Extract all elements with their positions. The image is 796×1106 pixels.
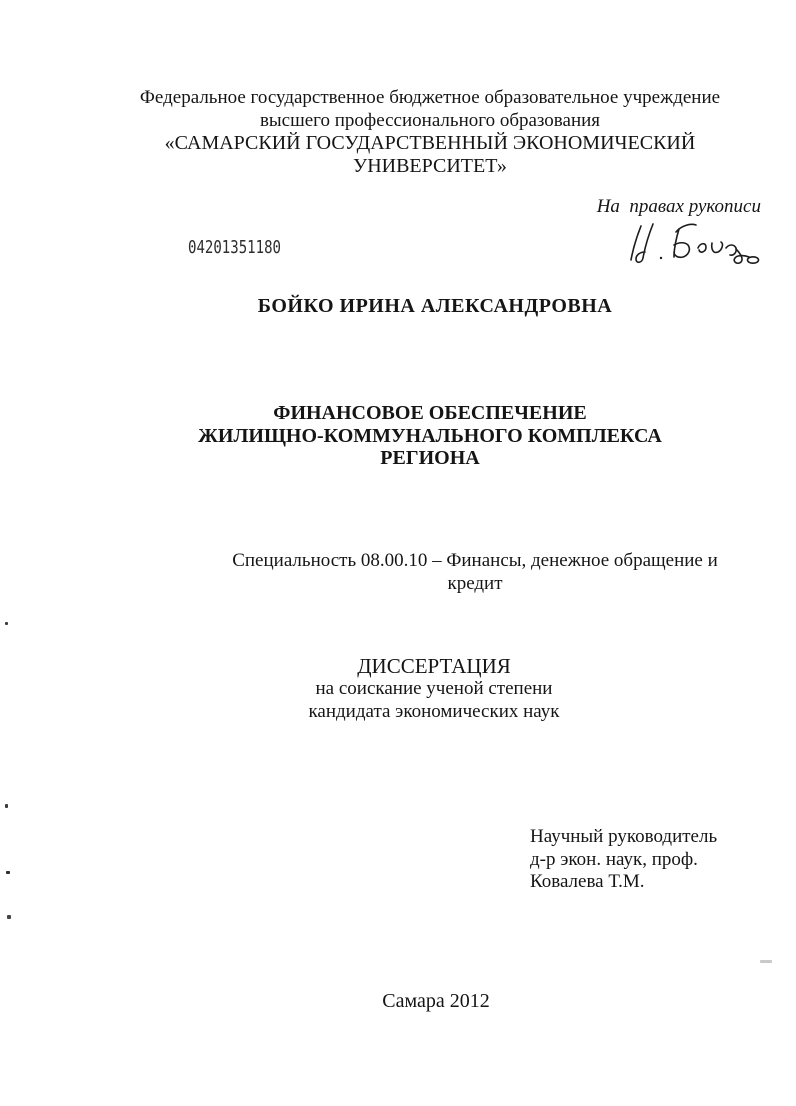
supervisor-name: Ковалева Т.М.: [530, 871, 645, 892]
scan-speck: [7, 915, 11, 919]
specialty-line-1: Специальность 08.00.10 – Финансы, денежное обращение и: [232, 550, 718, 571]
supervisor-block: [530, 826, 750, 894]
registration-number: 04201351180: [188, 237, 281, 258]
thesis-type-block: [104, 654, 764, 723]
supervisor-degree: д-р экон. наук, проф.: [530, 848, 698, 870]
signature-image: [620, 219, 765, 269]
city-year: Самара 2012: [382, 990, 490, 1012]
institution-line-3: «САМАРСКИЙ ГОСУДАРСТВЕННЫЙ ЭКОНОМИЧЕСКИЙ: [164, 132, 696, 154]
title-line-2: ЖИЛИЩНО-КОММУНАЛЬНОГО КОМПЛЕКСА: [198, 424, 662, 447]
scan-speck: [5, 804, 8, 808]
thesis-degree-line-1: на соискание ученой степени: [315, 678, 553, 699]
signature-strokes: [620, 219, 765, 269]
thesis-word: ДИССЕРТАЦИЯ: [357, 654, 511, 678]
title-line-3: РЕГИОНА: [380, 447, 480, 469]
scan-speck: [6, 871, 10, 874]
scan-speck: [5, 622, 8, 625]
specialty-line-2: кредит: [447, 572, 503, 594]
thesis-degree-line-2: кандидата экономических наук: [308, 700, 560, 722]
specialty-block: [145, 550, 796, 595]
institution-line-2: высшего профессионального образования: [259, 110, 601, 131]
manuscript-rights-note: На правах рукописи: [596, 196, 761, 217]
institution-line-4: УНИВЕРСИТЕТ»: [353, 155, 507, 177]
title-line-1: ФИНАНСОВОЕ ОБЕСПЕЧЕНИЕ: [273, 402, 587, 424]
institution-header: [100, 86, 760, 178]
supervisor-role: Научный руководитель: [530, 826, 718, 847]
institution-line-1: Федеральное государственное бюджетное образовательное учреждение: [139, 87, 721, 108]
dissertation-title: [100, 402, 760, 470]
scan-artifact-dash: [760, 960, 772, 963]
author-name: БОЙКО ИРИНА АЛЕКСАНДРОВНА: [257, 295, 613, 317]
